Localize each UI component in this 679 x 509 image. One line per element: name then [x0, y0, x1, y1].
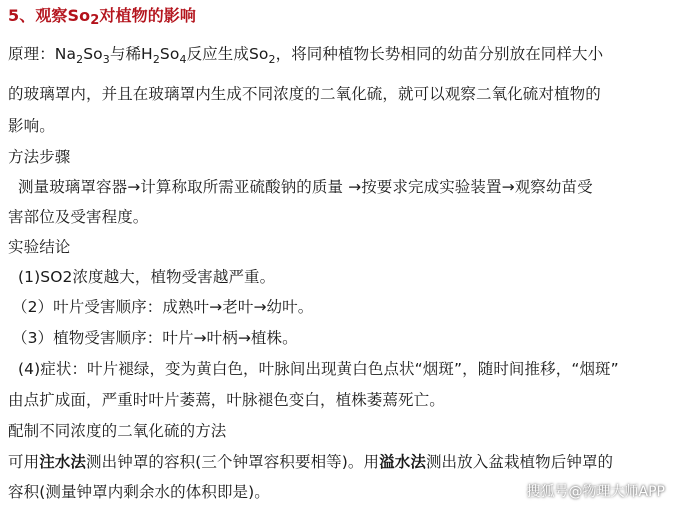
watermark: 搜狐号@物理大师APP: [526, 484, 665, 500]
principle-line-3: 影响。: [8, 117, 55, 135]
conclusion-item-1: (1)SO2浓度越大，植物受害越严重。: [18, 268, 276, 286]
water-injection-method: 注水法: [39, 453, 87, 471]
principle-line-1: 原理：$Na_2So_3$与稀$H_2So_4$反应生成$So_2$，将同种植物长势相同的幼苗分别放在同样大小: [8, 45, 604, 66]
title-subscript: 2: [90, 13, 100, 28]
conclusion-heading: 实验结论: [8, 238, 71, 256]
method-line-2: 害部位及受害程度。: [8, 208, 149, 226]
conclusion-item-2: （2）叶片受害顺序：成熟叶→老叶→幼叶。: [12, 298, 314, 316]
method-line-1: 测量玻璃罩容器→计算称取所需亚硫酸钠的质量 →按要求完成实验装置→观察幼苗受: [18, 178, 593, 196]
overflow-method: 溢水法: [379, 453, 426, 471]
conclusion-item-4-line-1: (4)症状：叶片褪绿，变为黄白色，叶脉间出现黄白色点状“烟斑”，随时间推移，“烟斑”: [18, 360, 619, 378]
conclusion-item-3: （3）植物受害顺序：叶片→叶柄→植株。: [12, 329, 298, 347]
method-heading: 方法步骤: [8, 148, 71, 166]
section-title: [8, 6, 196, 26]
conclusion-item-4-line-2: 由点扩成面，严重时叶片萎蔫，叶脉褪色变白，植株萎蔫死亡。: [8, 391, 445, 409]
prep-line-1: 可用注水法测出钟罩的容积(三个钟罩容积要相等)。用溢水法测出放入盆栽植物后钟罩的: [8, 453, 614, 471]
prep-line-2: 容积(测量钟罩内剩余水的体积即是)。: [8, 483, 270, 501]
prep-heading: 配制不同浓度的二氧化硫的方法: [8, 422, 227, 440]
principle-line-2: 的玻璃罩内，并且在玻璃罩内生成不同浓度的二氧化硫，就可以观察二氧化硫对植物的: [8, 85, 601, 103]
title-suffix: 对植物的影响: [99, 6, 197, 25]
title-prefix: 5、观察So: [8, 6, 91, 25]
